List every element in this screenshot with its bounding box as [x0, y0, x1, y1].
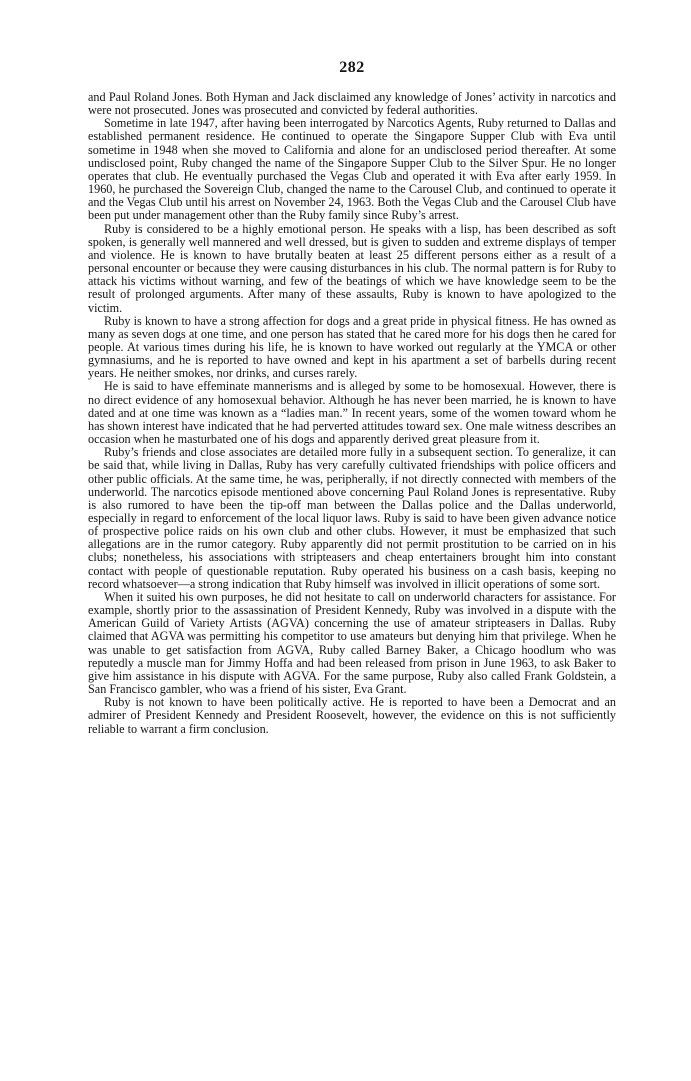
paragraph-7: When it suited his own purposes, he did not hesitate to call on underworld characters for assistance. For example, shortly prior to the assassination of President Kennedy, Ruby was involved in a dispute with the American Guild of Variety Artists (AGVA) concerning the use of amateur stripteasers in Dallas. Ruby claimed that AGVA was permitting his competitor to use amateurs but denying him that privilege. When he was unable to get satisfaction from AGVA, Ruby called Barney Baker, a Chicago hoodlum who was reputedly a muscle man for Jimmy Hoffa and had been released from prison in June 1963, to ask Baker to give him assistance in his dispute with AGVA. For the same purpose, Ruby also called Frank Goldstein, a San Francisco gambler, who was a friend of his sister, Eva Grant. [88, 589, 616, 697]
page-number: 282 [339, 59, 365, 76]
paragraph-3: Ruby is considered to be a highly emotional person. He speaks with a lisp, has been described as soft spoken, is generally well mannered and well dressed, but is given to sudden and extreme displays of temper and violence. He is known to have brutally beaten at least 25 different persons either as a result of a personal encounter or because they were causing disturbances in his club. The normal pattern is for Ruby to attack his victims without warning, and few of the beatings of which we have knowledge seem to be the result of prolonged arguments. After many of these assaults, Ruby is known to have apologized to the victim. [88, 221, 616, 315]
paragraph-5: He is said to have effeminate mannerisms and is alleged by some to be homosexual. However, there is no direct evidence of any homosexual behavior. Although he has never been married, he is known to have dated and at one time was known as a “ladies man.” In recent years, some of the women toward whom he has shown interest have indicated that he had perverted attitudes toward sex. One male witness describes an occasion when he masturbated one of his dogs and apparently derived great pleasure from it. [88, 379, 616, 447]
paragraph-8: Ruby is not known to have been politically active. He is reported to have been a Democrat and an admirer of President Kennedy and President Roosevelt, however, the evidence on this is not sufficiently reliable to warrant a firm conclusion. [88, 695, 616, 736]
paragraph-6: Ruby’s friends and close associates are detailed more fully in a subsequent section. To generalize, it can be said that, while living in Dallas, Ruby has very carefully cultivated friendships with police officers and other public officials. At the same time, he was, peripherally, if not directly connected with members of the underworld. The narcotics episode mentioned above concerning Paul Roland Jones is representative. Ruby is also rumored to have been the tip-off man between the Dallas police and the Dallas underworld, especially in regard to enforcement of the local liquor laws. Ruby is said to have been given advance notice of prospective police raids on his own club and other clubs. However, it must be emphasized that such allegations are in the rumor category. Ruby apparently did not permit prostitution to be carried on in his clubs; nonetheless, his associations with stripteasers and cheap entertainers brought him into constant contact with people of questionable reputation. Ruby operated his business on a cash basis, keeping no record whatsoever—a strong indication that Ruby himself was involved in illicit operations of some sort. [88, 445, 616, 591]
paragraph-4: Ruby is known to have a strong affection for dogs and a great pride in physical fitness. He has owned as many as seven dogs at one time, and one person has stated that he cared more for his dogs then he cared for people. At various times during his life, he is known to have worked out regularly at the YMCA or other gymnasiums, and he is reported to have owned and kept in his apartment a set of barbells during recent years. He neither smokes, nor drinks, and curses rarely. [88, 313, 616, 381]
document-page [88, 58, 616, 736]
paragraph-2: Sometime in late 1947, after having been interrogated by Narcotics Agents, Ruby returned to Dallas and established permanent residence. He continued to operate the Singapore Supper Club with Eva until sometime in 1948 when she moved to California and alone for an undisclosed period thereafter. At some undisclosed point, Ruby changed the name of the Singapore Supper Club to the Silver Spur. He no longer operates that club. He eventually purchased the Vegas Club and operated it with Eva after early 1959. In 1960, he purchased the Sovereign Club, changed the name to the Carousel Club, and continued to operate it and the Vegas Club until his arrest on November 24, 1963. Both the Vegas Club and the Carousel Club have been put under management other than the Ruby family since Ruby’s arrest. [88, 116, 616, 223]
body-text [88, 91, 616, 736]
paragraph-1: and Paul Roland Jones. Both Hyman and Jack disclaimed any knowledge of Jones’ activity in narcotics and were not prosecuted. Jones was prosecuted and convicted by federal authorities. [88, 90, 616, 118]
